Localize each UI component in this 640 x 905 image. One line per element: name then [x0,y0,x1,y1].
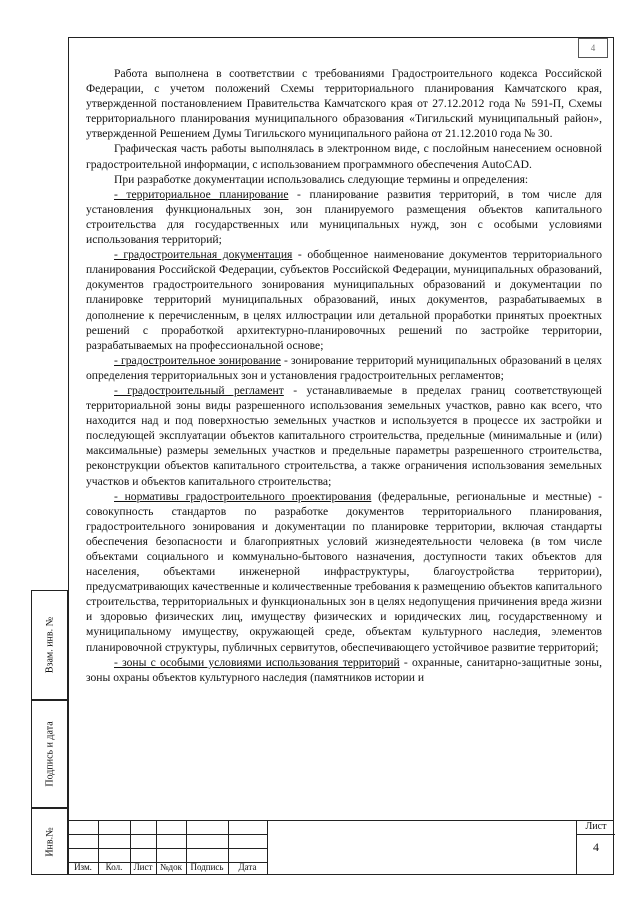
podpis-data-label: Подпись и дата [44,721,55,787]
revision-column-labels [68,862,268,875]
paragraph-text: При разработке документации использовались следующие термины и определения: [114,172,529,186]
term: - градостроительный регламент [114,383,284,397]
term: - территориальное планирование [114,187,289,201]
paragraph [86,247,602,353]
col-kol: Кол. [105,862,123,872]
title-block [68,820,614,875]
col-izm: Изм. [74,862,92,872]
col-podpis: Подпись [190,862,224,872]
paragraph [86,489,602,655]
inv-cell [31,808,68,875]
paragraph-text: - охранные, санитарно-защитные зоны, зоны охраны объектов культурного наследия (памятников истории и [86,655,602,684]
podpis-data-cell [31,700,68,808]
paragraph [86,383,602,489]
inv-label: Инв.№ [44,826,55,857]
paragraph-text: - обобщенное наименование документов территориального планирования Российской Федерации, субъектов Российской Федерации, муниципальных образований, документов градостроительного зонирования муниципальных образований и документации по планировке территорий муниципальных образований, иных документов, разрабатываемых в дополнение к перечисленным, в целях иллюстрации или детальной проработки принятых проектных решений с проработкой архитектурно-планировочных решений по застройке территории, разрабатываемых на профессиональной основе; [86,248,603,352]
paragraph [86,655,602,685]
col-ndok: №док [159,862,183,872]
paragraph-text: Графическая часть работы выполнялась в электронном виде, с послойным нанесением основной градостроительной информации, с использованием программного обеспечения AutoCAD. [86,142,602,171]
term: - градостроительная документация [114,248,293,262]
sheet-box [576,820,615,875]
sheet-number: 4 [593,840,599,854]
paragraph-text: Работа выполнена в соответствии с требованиями Градостроительного кодекса Российской Федерации, с учетом положений Схемы территориального планирования Камчатского края, утвержденной постановлением Правительства Камчатского края от 27.12.2012 года № 591-П, Схемы территориального планирования муниципального образования «Тигильский муниципальный район», утвержденной Решением Думы Тигильского муниципального района от 21.12.2010 года № 30. [86,67,602,141]
paragraph [86,141,602,171]
term: - зоны с особыми условиями использования территорий [114,655,400,669]
col-list: Лист [133,862,153,872]
corner-mark: 4 [578,38,608,58]
term: - нормативы градостроительного проектирования [114,489,372,503]
paragraph-text: - зонирование территорий муниципальных образований в целях определения территориальных зон и установления градостроительных регламентов; [86,353,603,382]
sheet-label: Лист [577,820,615,835]
paragraph [86,66,602,141]
col-data: Дата [238,862,257,872]
vzam-inv-cell [31,590,68,700]
paragraph-text: - планирование развития территорий, в том числе для установления функциональных зон, зон планируемого размещения объектов капитального строительства для государственных или муниципальных нужд, зон с особыми условиями использования территорий; [86,187,602,247]
document-body [86,66,602,685]
paragraph-text: (федеральные, региональные и местные) - совокупность стандартов по разработке документов территориального планирования, градостроительного зонирования и документации по планировке территории, включая стандарты обеспечения безопасности и благоприятных условий жизнедеятельности человека (в том числе объектами социального и коммунально-бытового назначения, доступности таких объектов для населения, объектами инженерной инфраструктуры, благоустройства территории), предусматривающих качественные и количественные требования к размещению объектов капитального строительства, территориальных и функциональных зон в целях недопущения причинения вреда жизни и здоровью физических лиц, имуществу физических и юридических лиц, государственному и муниципальному имуществу, окружающей среде, объектам культурного наследия, элементов планировочной структуры, публичных сервитутов, обеспечивающего устойчивое развитие территорий; [86,489,602,654]
paragraph [86,172,602,187]
paragraph-text: - устанавливаемые в пределах границ соответствующей территориальной зоны виды разрешенного использования земельных участков, равно как всего, что находится над и под поверхностью земельных участков и используется в процессе их застройки и последующей эксплуатации объектов капитального строительства, предельные (минимальные и (или) максимальные) размеры земельных участков и предельные параметры разрешенного строительства, реконструкции объектов капитального строительства, а также ограничения использования земельных участков и объектов капитального строительства; [86,383,602,488]
side-strip [31,590,68,875]
vzam-inv-label: Взам. инв. № [44,616,55,674]
paragraph [86,187,602,247]
paragraph [86,353,602,383]
term: - градостроительное зонирование [114,353,281,367]
